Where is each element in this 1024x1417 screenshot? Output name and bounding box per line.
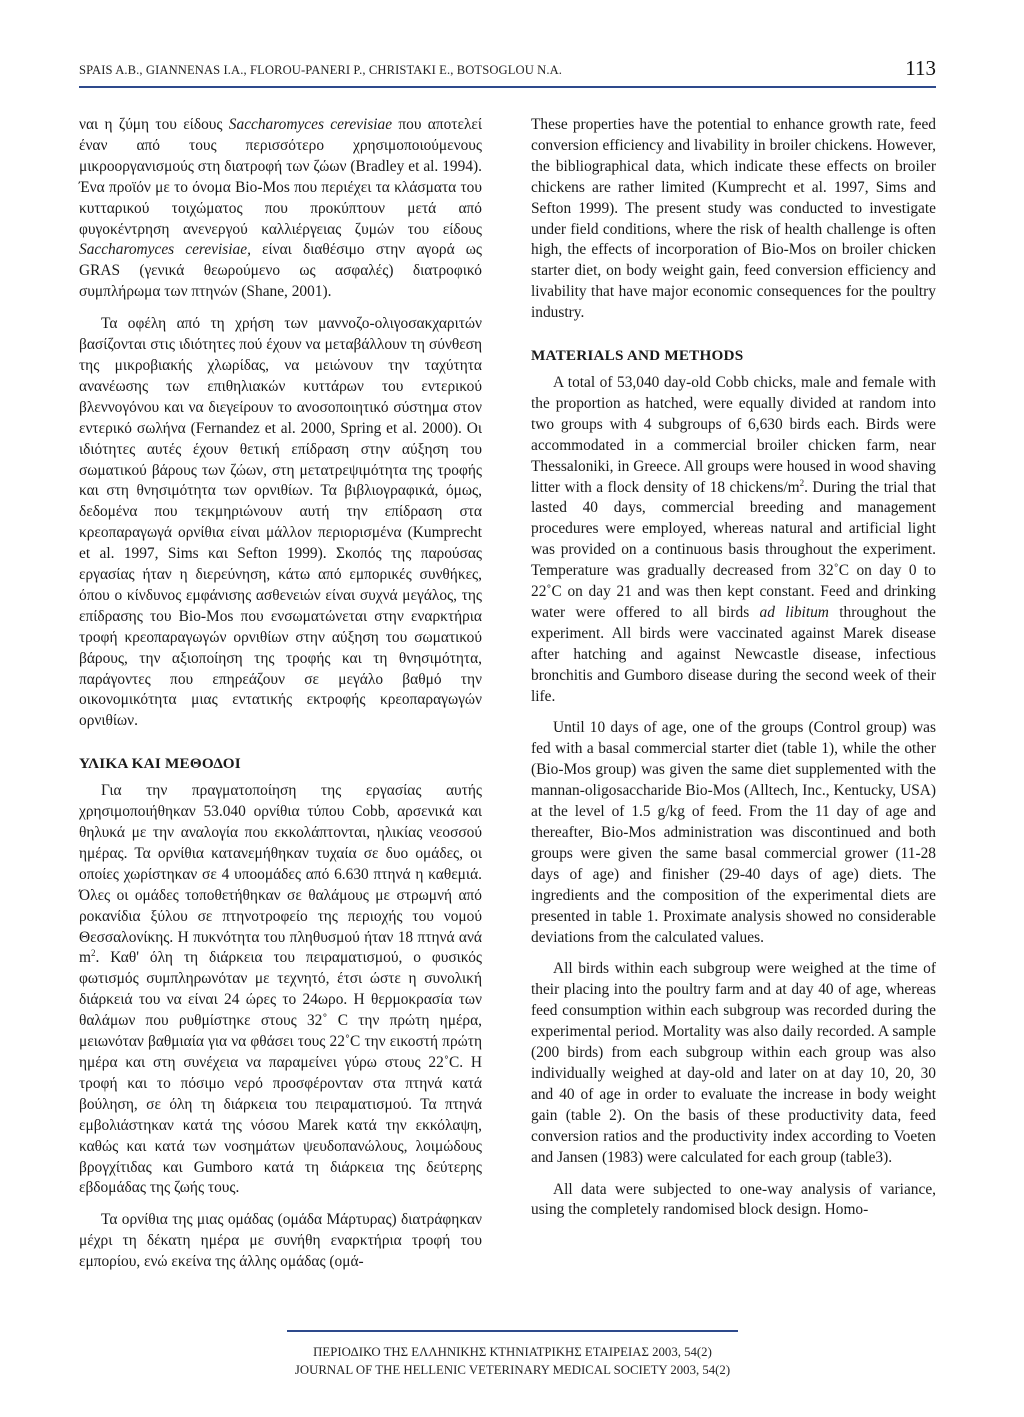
footer-rule xyxy=(287,1330,738,1332)
text-run: . Καθ' όλη τη διάρκεια του πειραματισμού, ο φυσικός φωτισμός συμπληρωνόταν με τεχνητό, έτσι ώστε η συνολική διάρκειά του να είναι 24 ώρες το 24ωρο. Η θερμοκρασία των θαλάμων που ρυθμίστηκε στους 32˚ C την πρώτη ημέρα, μειωνόταν βαθμιαία για να φθάσει τους 22˚C την εικοστή πρώτη ημέρα και στη συνέχεια να παραμείνει γύρω στους 22˚C. Η τροφή και το πόσιμο νερό προσφέρονταν στα πτηνά κατά βούληση, σε όλη τη διάρκεια του πειραματισμού. Τα πτηνά εμβολιάστηκαν κατά της νόσου Marek κατά την εκκόλαψη, καθώς και κατά των νοσημάτων ψευδοπανώλους, λοιμώδους βρογχίτιδας και Gumboro κατά τη διάρκεια της δεύτερης εβδομάδας της ζωής τους. xyxy=(79,949,482,1197)
journal-footer xyxy=(287,1343,738,1379)
latin-phrase: ad libitum xyxy=(759,603,829,621)
species-name: Saccharomyces cerevisiae xyxy=(228,116,393,133)
text-run: throughout the experiment. All birds were vaccinated against Marek disease after hatching and against Newcastle disease, infectious bronchitis and Gumboro disease during the second week of their life. xyxy=(531,603,936,705)
text-run: . During the trial that lasted 40 days, commercial breeding and management procedures were employed, whereas natural and artificial light was provided on a continuous basis throughout the experiment. Temperature was gradually decreased from 32˚C on day 0 to 22˚C on day 21 and was then kept constant. Feed and drinking water were offered to all birds xyxy=(531,478,936,621)
footer-english-title: JOURNAL OF THE HELLENIC VETERINARY MEDICAL SOCIETY 2003, 54(2) xyxy=(294,1363,731,1377)
header-authors: SPAIS A.B., GIANNENAS I.A., FLOROU-PANERI P., CHRISTAKI E., BOTSOGLOU N.A. xyxy=(79,63,563,77)
greek-paragraph-2: Τα οφέλη από τη χρήση των μαννοζο-ολιγοσακχαριτών βασίζονται στις ιδιότητες πού έχουν να μεταβάλλουν τη σύνθεση της μικροβιακής χλωρίδας, να μειώνουν την ταχύτητα ανανέωσης των επιθηλιακών κυττάρων του εντερικού βλεννογόνου και να διεγείρουν το ανοσοποιητικό σύστημα στον εντερικό σωλήνα (Fernandez et al. 2000, Spring et al. 2000). Οι ιδιότητες αυτές έχουν θετική επίδραση στην αύξηση του σωματικού βάρους των ζώων, στη μετατρεψιμότητα της τροφής και στη θνησιμότητα των ορνιθίων. Τα βιβλιογραφικά, όμως, δεδομένα που τεκμηριώνουν αυτή την επίδραση στα κρεοπαραγωγά ορνίθια είναι μάλλον περιορισμένα (Kumprecht et al. 1997, Sims και Sefton 1999). Σκοπός της παρούσας εργασίας ήταν η διερεύνηση, κάτω από εμπορικές συνθήκες, όπου ο κίνδυνος εμφάνισης ασθενειών είναι συχνά μεγάλος, της επίδρασης του Bio-Mos που ενσωματώνεται στην εναρκτήρια τροφή κρεοπαραγωγών ορνιθίων στην αύξηση του σωματικού βάρους, την αξιοποίηση της τροφής και τη θνησιμότητα, παράγοντες που επηρεάζουν σε μεγάλο βαθμό την οικονομικότητα μιας εντατικής εκτροφής κρεοπαραγωγών ορνιθίων. xyxy=(79,315,482,730)
header-rule xyxy=(79,86,936,88)
footer-greek-title: ΠΕΡΙΟΔΙΚΟ ΤΗΣ ΕΛΛΗΝΙΚΗΣ ΚΤΗΝΙΑΤΡΙΚΗΣ ΕΤΑΙΡΕΙΑΣ 2003, 54(2) xyxy=(313,1345,712,1359)
greek-column xyxy=(79,115,482,1284)
english-paragraph-2 xyxy=(531,373,936,708)
text-run: A total of 53,040 day-old Cobb chicks, male and female with the proportion as hatched, were equally divided at random into two groups with 4 subgroups of 6,630 birds each. Birds were accommodated in a commercial broiler chicken farm, near Thessaloniki, in Greece. All groups were housed in wood shaving litter with a flock density of 18 chickens/m xyxy=(531,373,936,496)
greek-paragraph-4: Τα ορνίθια της μιας ομάδας (ομάδα Μάρτυρας) διατράφηκαν μέχρι τη δέκατη ημέρα με συνήθη εναρκτήρια τροφή του εμπορίου, ενώ εκείνα της άλλης ομάδας (ομά- xyxy=(79,1211,482,1271)
species-name: Saccharomyces cerevisiae, xyxy=(79,241,251,259)
text-run: που αποτελεί έναν από τους περισσότερο χρησιμοποιούμενους μικροοργανισμούς στη διατροφή των ζώων (Bradley et al. 1994). Ένα προϊόν με το όνομα Bio-Mos που περιέχει τα κλάσματα του κυτταρικού τοιχώματος που προκύπτουν μετά από φυγοκέντρηση ανενεργού καλλιέργειας ζυμών του είδους xyxy=(79,116,483,238)
english-column xyxy=(531,115,936,1232)
english-section-heading: MATERIALS AND METHODS xyxy=(531,347,744,365)
english-paragraph-4: All birds within each subgroup were weighed at the time of their placing into the poultry farm and at day 40 of age, whereas feed consumption within each subgroup was recorded during the experimental period. Mortality was also daily recorded. A sample (200 birds) from each subgroup within each group was also individually weighed at day-old and later on at day 10, 20, 30 and 40 of age in order to evaluate the increase in body weight gain (table 2). On the basis of these productivity data, feed conversion ratios and the productivity index according to Voeten and Jansen (1983) were calculated for each group (table3). xyxy=(531,960,936,1166)
english-paragraph-5: All data were subjected to one-way analysis of variance, using the completely randomised block design. Homo- xyxy=(531,1180,936,1219)
greek-paragraph-1 xyxy=(79,115,482,303)
running-header xyxy=(79,58,936,82)
text-run: είναι διαθέσιμο στην αγορά ως GRAS (γενικά θεωρούμενο ως ασφαλές) διατροφικό συμπλήρωμα των πτηνών (Shane, 2001). xyxy=(79,241,482,301)
superscript: 2 xyxy=(799,477,805,488)
english-paragraph-3: Until 10 days of age, one of the groups (Control group) was fed with a basal commercial starter diet (table 1), while the other (Bio-Mos group) was given the same diet supplemented with the mannan-oligosaccharide Bio-Mos (Alltech, Inc., Kentucky, USA) at the level of 1.5 g/kg of feed. From the 11 day of age and thereafter, Bio-Mos administration was discontinued and both groups were given the same basal commercial grower (11-28 days of age) and finisher (29-40 days of age) diets. The ingredients and the composition of the experimental diets are presented in table 1. Proximate analysis showed no considerable deviations from the calculated values. xyxy=(531,719,936,946)
english-paragraph-1: These properties have the potential to enhance growth rate, feed conversion efficiency and livability in broiler chickens. However, the bibliographical data, which indicate these effects on broiler chickens are rather limited (Kumprecht et al. 1997, Sims and Sefton 1999). The present study was conducted to investigate under field conditions, where the risk of health challenge is often high, the effects of incorporation of Bio-Mos on broiler chicken starter diet, on body weight gain, feed conversion efficiency and livability that have major economic consequences for the poultry industry. xyxy=(531,116,936,322)
page-number: 113 xyxy=(905,56,936,80)
superscript: 2 xyxy=(90,948,96,959)
text-run: Για την πραγματοποίηση της εργασίας αυτής χρησιμοποιήθηκαν 53.040 ορνίθια τύπου Cobb, αρσενικά και θηλυκά με την αναλογία που εκκολάπτονται, ηλικίας νεοσσού ημέρας. Τα ορνίθια κατανεμήθηκαν τυχαία σε δυο ομάδες, οι οποίες χωρίστηκαν σε 4 υποομάδες από 6.630 πτηνά η καθεμιά. Όλες οι ομάδες τοποθετήθηκαν σε θαλάμους με στρωμνή από ροκανίδια ξύλου σε πτηνοτροφείο της περιοχής του νομού Θεσσαλονίκης. Η πυκνότητα του πληθυσμού ήταν 18 πτηνά ανά m xyxy=(79,782,482,967)
greek-section-heading: ΥΛΙΚΑ ΚΑΙ ΜΕΘΟΔΟΙ xyxy=(79,755,241,773)
greek-paragraph-3 xyxy=(79,781,482,1199)
text-run: ναι η ζύμη του είδους xyxy=(79,116,229,133)
